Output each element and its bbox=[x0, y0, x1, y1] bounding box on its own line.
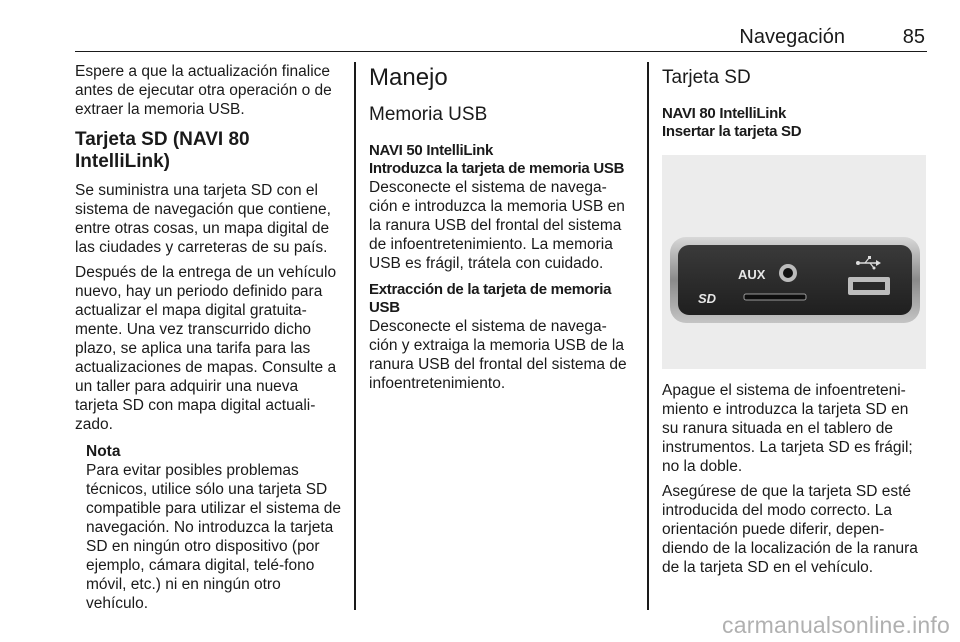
col2-subtitle: Memoria USB bbox=[369, 104, 488, 125]
column-1 bbox=[75, 62, 343, 613]
col3-paragraph-1: Apague el sistema de infoentreteni-miento e introduzca la tarjeta SD en su ranura situada en el tablero de instrumentos. La tarjeta SD es frágil; no la doble. bbox=[662, 382, 913, 475]
column-divider-2 bbox=[647, 62, 649, 610]
usb-port-opening bbox=[853, 282, 885, 290]
col2-heading-extract: Extracción de la tarjeta de memoria USB bbox=[369, 281, 612, 316]
note-text: Para evitar posibles problemas técnicos, utilice sólo una tarjeta SD compatible para utilizar el sistema de navegación. No introduzca la tarjeta SD en ningún otro dispositivo (por ejemplo, cámara digital, telé-fono móvil, etc.) ni en ningún otro vehículo. bbox=[86, 462, 342, 612]
col1-paragraph-1: Espere a que la actualización finalice antes de ejecutar otra operación o de extraer la memoria USB. bbox=[75, 63, 332, 118]
column-divider-1 bbox=[354, 62, 356, 610]
col1-section-title: Tarjeta SD (NAVI 80 IntelliLink) bbox=[75, 129, 250, 172]
page-header bbox=[75, 22, 927, 52]
col2-paragraph-insert: Desconecte el sistema de navega-ción e introduzca la memoria USB en la ranura USB del frontal del sistema de infoentretenimiento. La memoria USB es frágil, trátela con cuidado. bbox=[369, 179, 625, 272]
col1-paragraph-2: Se suministra una tarjeta SD con el sistema de navegación que contiene, entre otras cosas, un mapa digital de las ciudades y carreteras de su país. bbox=[75, 182, 331, 256]
col3-paragraph-2: Asegúrese de que la tarjeta SD esté introducida del modo correcto. La orientación puede diferir, depen-diendo de la localización de la ranura de la tarjeta SD en el vehículo. bbox=[662, 483, 918, 576]
col3-model: NAVI 80 IntelliLink bbox=[662, 105, 787, 122]
col2-paragraph-extract: Desconecte el sistema de navega-ción y extraiga la memoria USB de la ranura USB del frontal del sistema de infoentretenimiento. bbox=[369, 318, 627, 392]
sd-label: SD bbox=[698, 291, 717, 306]
col2-model: NAVI 50 IntelliLink bbox=[369, 142, 494, 159]
col2-heading-insert: Introduzca la tarjeta de memoria USB bbox=[369, 160, 625, 177]
col2-title: Manejo bbox=[369, 64, 448, 91]
col3-title: Tarjeta SD bbox=[662, 67, 751, 88]
col1-paragraph-3: Después de la entrega de un vehículo nuevo, hay un periodo definido para actualizar el mapa digital gratuita-mente. Una vez transcurrido dicho plazo, se aplica una tarifa para las actualizaciones de mapas. Consulte a un taller para adquirir una nueva tarjeta SD con mapa digital actuali-zado. bbox=[75, 264, 337, 433]
aux-label: AUX bbox=[738, 267, 766, 282]
column-3 bbox=[662, 62, 926, 577]
page-number: 85 bbox=[902, 26, 925, 48]
note-box bbox=[86, 442, 343, 613]
sd-card-slot bbox=[744, 294, 806, 300]
note-title: Nota bbox=[86, 443, 121, 460]
watermark: carmanualsonline.info bbox=[722, 612, 950, 638]
sd-slot-figure bbox=[662, 155, 926, 369]
column-2 bbox=[369, 62, 633, 393]
sd-slot-illustration bbox=[662, 155, 926, 369]
header-title: Navegación bbox=[739, 26, 845, 48]
aux-jack-hole bbox=[783, 268, 793, 278]
col3-heading-insert: Insertar la tarjeta SD bbox=[662, 123, 802, 140]
